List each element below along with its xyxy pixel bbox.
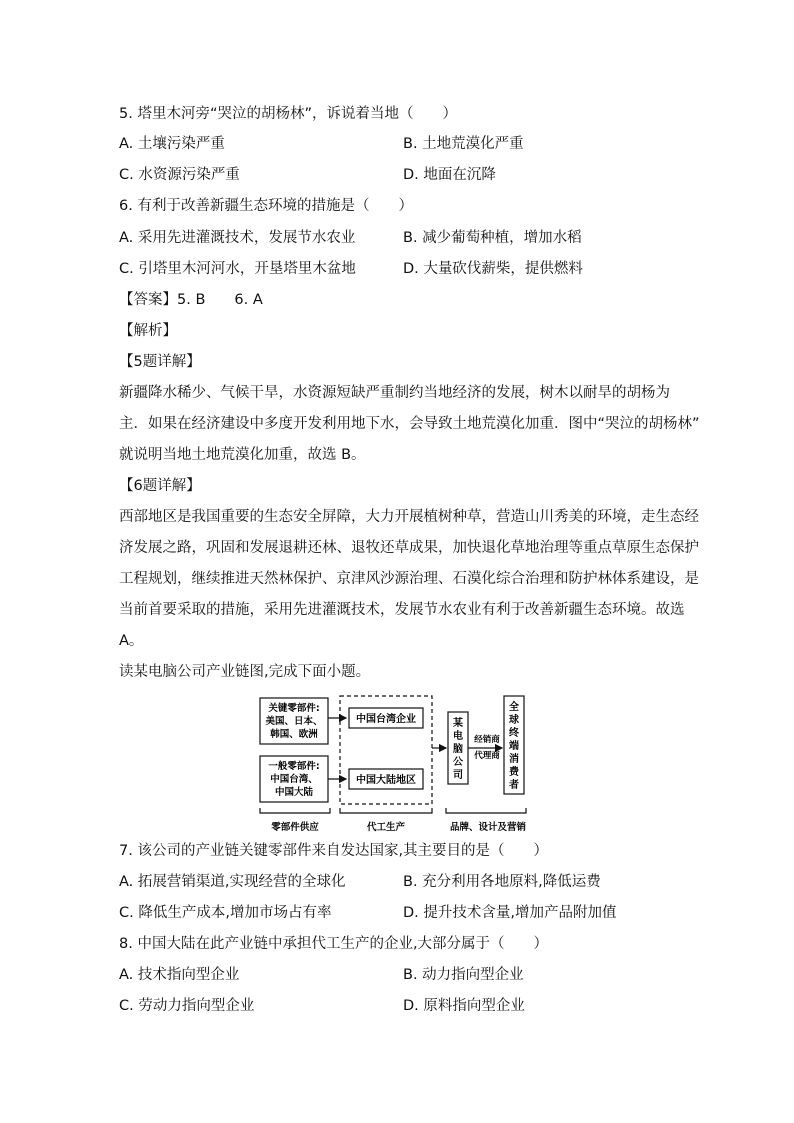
detail-6-line-4: 当前首要采取的措施，采用先进灌溉技术，发展节水农业有利于改善新疆生态环境。故选 [119,602,685,618]
detail-6-heading: 【6题详解】 [119,478,201,494]
company-char: 电 [453,731,463,742]
question-8-option-d: D. 原料指向型企业 [403,998,525,1014]
consumer-char: 球 [509,715,519,726]
detail-5-line-1: 新疆降水稀少、气候干旱，水资源短缺严重制约当地经济的发展，树木以耐旱的胡杨为 [119,385,670,401]
label-parts-supply: 零部件供应 [271,822,319,833]
company-char: 脑 [453,744,463,755]
question-5-option-c: C. 水资源污染严重 [119,167,240,183]
key-parts-origin-1: 美国、日本、 [265,716,323,727]
consumer-char: 端 [509,741,519,752]
question-6-option-a: A. 采用先进灌溉技术，发展节水农业 [119,230,356,246]
taiwan-enterprise-label: 中国台湾企业 [356,714,416,725]
question-5-stem: 5. 塔里木河旁“哭泣的胡杨林”，诉说着当地（ ） [119,106,457,122]
question-6-option-d: D. 大量砍伐薪柴，提供燃料 [403,261,583,277]
question-7-stem: 7. 该公司的产业链关键零部件来自发达国家,其主要目的是（ ） [119,843,549,859]
question-6-option-b: B. 减少葡萄种植，增加水稻 [403,230,582,246]
consumer-char: 终 [509,728,519,739]
analysis-label: 【解析】 [119,323,177,339]
dealer-label: 经销商 [474,735,500,745]
detail-6-line-1: 西部地区是我国重要的生态安全屏障，大力开展植树种草，营造山川秀美的环境，走生态经 [119,509,699,525]
question-8-stem: 8. 中国大陆在此产业链中承担代工生产的企业,大部分属于（ ） [119,936,549,952]
detail-5-line-3: 就说明当地土地荒漠化加重，故选 B。 [119,447,366,463]
parts-bracket [260,808,330,813]
question-7-option-c: C. 降低生产成本,增加市场占有率 [119,905,332,921]
company-char: 某 [453,718,463,729]
key-parts-origin-2: 韩国、欧洲 [270,729,318,740]
detail-5-line-2: 主．如果在经济建设中多度开发利用地下水，会导致土地荒漠化加重．图中“哭泣的胡杨林” [119,416,700,432]
question-5-option-a: A. 土壤污染严重 [119,136,225,152]
label-brand-design-marketing: 品牌、设计及营销 [449,822,527,833]
mainland-label: 中国大陆地区 [356,775,416,786]
company-char: 司 [453,770,463,781]
consumer-char: 消 [509,754,519,765]
answer-line: 【答案】5. B 6. A [119,292,263,308]
question-7-option-a: A. 拓展营销渠道,实现经营的全球化 [119,874,346,890]
question-5-option-b: B. 土地荒漠化严重 [403,136,524,152]
question-6-option-c: C. 引塔里木河河水，开垦塔里木盆地 [119,261,356,277]
oem-bracket [340,808,432,813]
general-parts-origin-2: 中国大陆 [274,787,314,798]
general-parts-origin-1: 中国台湾、 [270,774,318,785]
consumer-char: 者 [509,780,519,791]
question-6-stem: 6. 有利于改善新疆生态环境的措施是（ ） [119,198,413,214]
intro-line: 读某电脑公司产业链图,完成下面小题。 [119,664,371,680]
question-7-option-d: D. 提升技术含量,增加产品附加值 [403,905,617,921]
consumer-char: 全 [509,702,519,713]
detail-6-line-5: A。 [119,633,144,649]
detail-5-heading: 【5题详解】 [119,354,201,370]
question-8-option-c: C. 劳动力指向型企业 [119,998,255,1014]
detail-6-line-2: 济发展之路，巩固和发展退耕还林、退牧还草成果，加快退化草地治理等重点草原生态保护 [119,540,699,556]
question-5-option-d: D. 地面在沉降 [403,167,496,183]
key-parts-title: 关键零部件: [268,703,320,714]
question-7-option-b: B. 充分利用各地原料,降低运费 [403,874,601,890]
industry-chain-diagram [256,692,546,838]
label-oem-production: 代工生产 [366,822,406,833]
question-8-option-a: A. 技术指向型企业 [119,967,240,983]
question-8-option-b: B. 动力指向型企业 [403,967,524,983]
agent-label: 代理商 [474,751,500,761]
brand-bracket [446,808,526,813]
general-parts-title: 一般零部件: [268,761,320,772]
consumer-char: 费 [509,767,519,778]
company-char: 公 [453,757,463,768]
detail-6-line-3: 工程规划，继续推进天然林保护、京津风沙源治理、石漠化综合治理和防护林体系建设，是 [119,571,699,587]
